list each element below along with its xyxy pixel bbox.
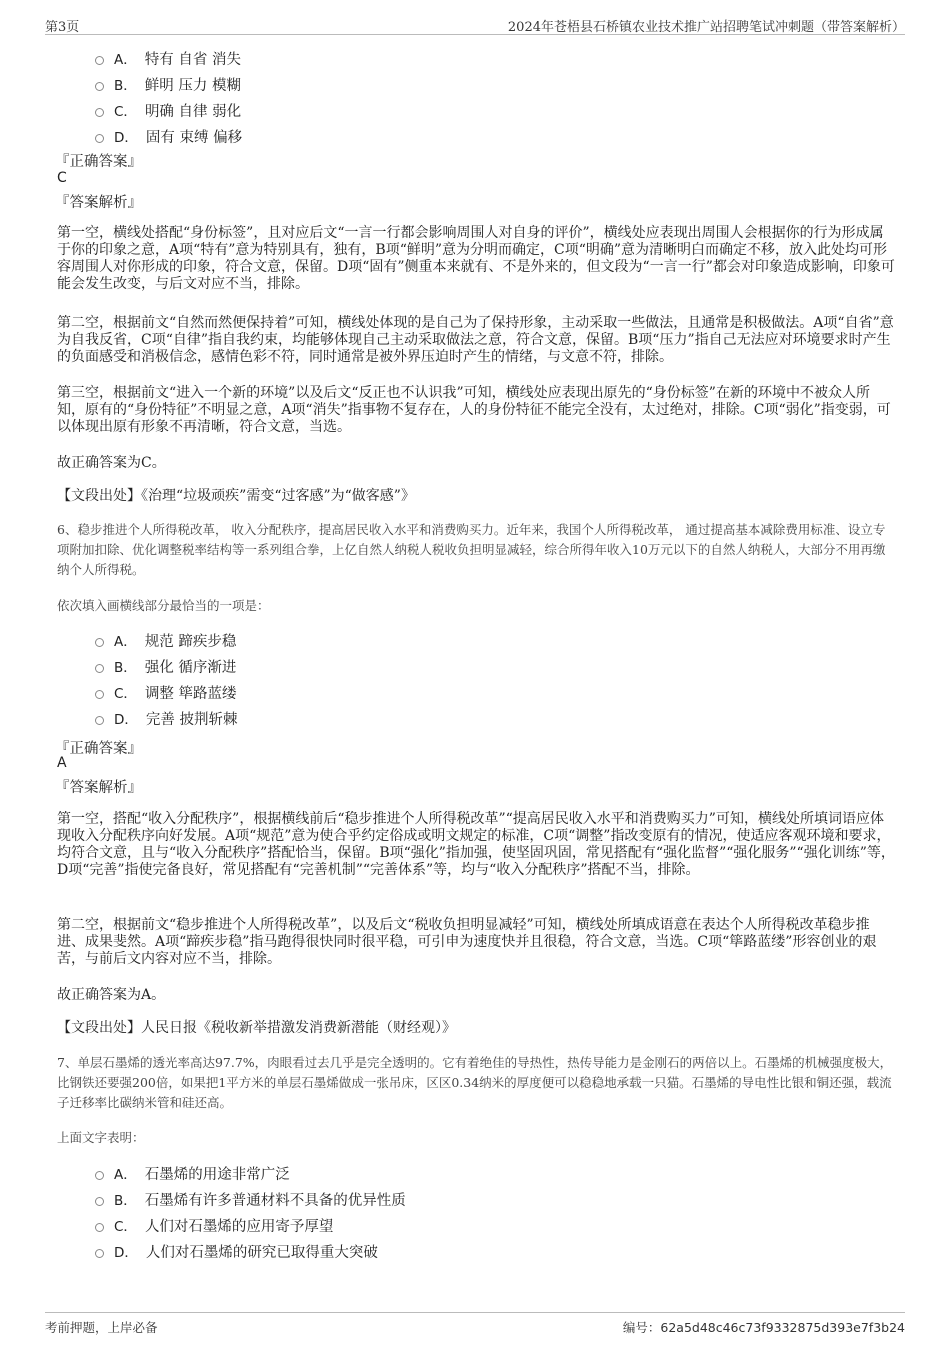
q6-analysis-label: 『答案解析』 bbox=[55, 780, 142, 796]
page-number: 第3页 bbox=[45, 20, 80, 35]
q6-option-d[interactable]: D． 完善 披荆斩棘 bbox=[95, 705, 238, 731]
q7-stem: 7、单层石墨烯的透光率高达97.7%，肉眼看过去几乎是完全透明的。它有着绝佳的导热性，热传导能力是金刚石的两倍以上。石墨烯的机械强度极大，比钢铁还要强200倍，如果把1平方米的单层石墨烯做成一张吊床，区区0.34纳米的厚度便可以稳稳地承载一只猫。石墨烯的导电性比银和铜还强，载流子迁移率比碳纳米管和硅还高。 bbox=[57, 1055, 893, 1110]
q5-source: 【文段出处】《治理“垃圾顽疾”需变“过客感”为“做客感”》 bbox=[57, 488, 415, 504]
q6-option-a[interactable]: A． 规范 蹄疾步稳 bbox=[95, 627, 238, 653]
q5-answer: C bbox=[57, 170, 67, 186]
q5-analysis-label: 『答案解析』 bbox=[55, 195, 142, 211]
q6-options bbox=[95, 627, 238, 731]
q5-option-d[interactable]: D． 固有 束缚 偏移 bbox=[95, 123, 242, 149]
radio-circle-icon[interactable] bbox=[95, 716, 104, 725]
q6-conclusion: 故正确答案为A。 bbox=[57, 987, 166, 1003]
q5-option-a[interactable]: A． 特有 自省 消失 bbox=[95, 45, 242, 71]
q7-option-a[interactable]: A． 石墨烯的用途非常广泛 bbox=[95, 1160, 406, 1186]
radio-circle-icon[interactable] bbox=[95, 1197, 104, 1206]
radio-circle-icon[interactable] bbox=[95, 134, 104, 143]
page-header bbox=[45, 14, 905, 35]
radio-circle-icon[interactable] bbox=[95, 690, 104, 699]
q6-answer: A bbox=[57, 755, 67, 771]
q5-option-b[interactable]: B． 鲜明 压力 模糊 bbox=[95, 71, 242, 97]
q5-paragraph-3: 第三空，根据前文“进入一个新的环境”以及后文“反正也不认识我”可知，横线处应表现出原先的“身份标签”在新的环境中不被众人所知，原有的“身份特征”不明显之意，A项“消失”指事物不复存在，人的身份特征不能完全没有，太过绝对，排除。C项“弱化”指变弱，可以体现出原有形象不再清晰，符合文意，当选。 bbox=[57, 385, 891, 435]
q6-correct-label: 『正确答案』 bbox=[55, 741, 142, 757]
page-footer bbox=[45, 1312, 905, 1337]
q6-option-b[interactable]: B． 强化 循序渐进 bbox=[95, 653, 238, 679]
q6-stem: 6、稳步推进个人所得税改革， 收入分配秩序，提高居民收入水平和消费购买力。近年来，我国个人所得税改革， 通过提高基本减除费用标准、设立专项附加扣除、优化调整税率结构等一系列组合拳，上亿自然人纳税人税收负担明显减轻，综合所得年收入10万元以下的自然人纳税人，大部分不用再缴纳个人所得税。 bbox=[57, 522, 886, 577]
document-title: 2024年苍梧县石桥镇农业技术推广站招聘笔试冲刺题（带答案解析） bbox=[507, 20, 905, 35]
document-id-value: 62a5d48c46c73f9332875d393e7f3b24 bbox=[660, 1320, 905, 1335]
radio-circle-icon[interactable] bbox=[95, 664, 104, 673]
radio-circle-icon[interactable] bbox=[95, 82, 104, 91]
q6-source: 【文段出处】人民日报《税收新举措激发消费新潜能（财经观）》 bbox=[57, 1020, 456, 1036]
radio-circle-icon[interactable] bbox=[95, 1171, 104, 1180]
radio-circle-icon[interactable] bbox=[95, 108, 104, 117]
q6-prompt: 依次填入画横线部分最恰当的一项是： bbox=[57, 598, 270, 613]
q7-option-d[interactable]: D． 人们对石墨烯的研究已取得重大突破 bbox=[95, 1238, 406, 1264]
radio-circle-icon[interactable] bbox=[95, 638, 104, 647]
q5-correct-label: 『正确答案』 bbox=[55, 154, 142, 170]
q6-paragraph-2: 第二空，根据前文“稳步推进个人所得税改革”，以及后文“税收负担明显减轻”可知，横线处所填成语意在表达个人所得税改革稳步推进、成果斐然。A项“蹄疾步稳”指马跑得很快同时很平稳，可引申为速度快并且很稳，符合文意，当选。C项“筚路蓝缕”形容创业的艰苦，与前后文内容对应不当，排除。 bbox=[57, 917, 877, 967]
radio-circle-icon[interactable] bbox=[95, 1223, 104, 1232]
q6-option-c[interactable]: C． 调整 筚路蓝缕 bbox=[95, 679, 238, 705]
q7-prompt: 上面文字表明： bbox=[57, 1130, 145, 1145]
document-id-label: 编号： bbox=[622, 1320, 661, 1335]
document-id bbox=[623, 1318, 905, 1336]
q5-paragraph-2: 第二空，根据前文“自然而然便保持着”可知，横线处体现的是自己为了保持形象，主动采取一些做法，且通常是积极做法。A项“自省”意为自我反省，C项“自律”指自我约束，均能够体现自己主动采取做法之意，符合文意，保留。B项“压力”指自己无法应对环境要求时产生的负面感受和消极信念，感情色彩不符，同时通常是被外界压迫时产生的情绪，与文意不符，排除。 bbox=[57, 315, 894, 365]
q7-option-b[interactable]: B． 石墨烯有许多普通材料不具备的优异性质 bbox=[95, 1186, 406, 1212]
q5-conclusion: 故正确答案为C。 bbox=[57, 455, 166, 471]
q7-option-c[interactable]: C． 人们对石墨烯的应用寄予厚望 bbox=[95, 1212, 406, 1238]
q7-options bbox=[95, 1160, 406, 1264]
q5-options bbox=[95, 45, 242, 149]
q6-paragraph-1: 第一空，搭配“收入分配秩序”，根据横线前后“稳步推进个人所得税改革”“提高居民收入水平和消费购买力”可知，横线处所填词语应体现收入分配秩序向好发展。A项“规范”意为使合乎约定俗成或明文规定的标准，C项“调整”指改变原有的情况，使适应客观环境和要求，均符合文意，且与“收入分配秩序”搭配恰当，保留。B项“强化”指加强，使坚固巩固，常见搭配有“强化监督”“强化服务”“强化训练”等，D项“完善”指使完备良好，常见搭配有“完善机制”“完善体系”等，均与“收入分配秩序”搭配不当，排除。 bbox=[57, 811, 895, 878]
q5-option-c[interactable]: C． 明确 自律 弱化 bbox=[95, 97, 242, 123]
q5-paragraph-1: 第一空，横线处搭配“身份标签”，且对应后文“一言一行都会影响周围人对自身的评价”，横线处应表现出周围人会根据你的行为形成属于你的印象之意，A项“特有”意为特别具有，独有，B项“鲜明”意为分明而确定，C项“明确”意为清晰明白而确定不移，放入此处均可形容周围人对你形成的印象，符合文意，保留。D项“固有”侧重本来就有、不是外来的，但文段为“一言一行”都会对印象造成影响，印象可能会发生改变，与后文对应不当，排除。 bbox=[57, 225, 895, 292]
radio-circle-icon[interactable] bbox=[95, 1249, 104, 1258]
radio-circle-icon[interactable] bbox=[95, 56, 104, 65]
footer-slogan: 考前押题，上岸必备 bbox=[45, 1320, 158, 1335]
